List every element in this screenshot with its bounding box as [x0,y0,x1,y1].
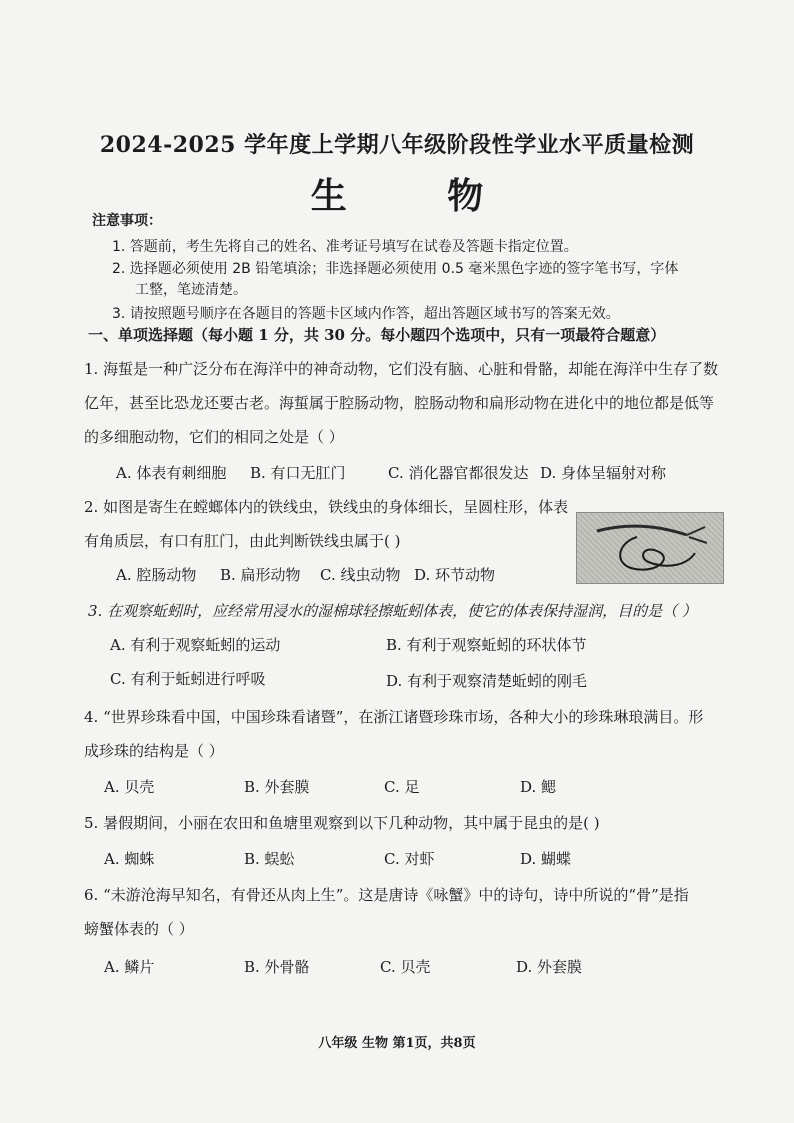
question-3-option-b: B. 有利于观察蚯蚓的环状体节 [386,636,587,654]
question-5-line-1: 5. 暑假期间，小丽在农田和鱼塘里观察到以下几种动物，其中属于昆虫的是( ) [84,814,600,832]
notice-item-1: 1. 答题前，考生先将自己的姓名、准考证号填写在试卷及答题卡指定位置。 [112,239,578,255]
question-2-option-b: B. 扁形动物 [220,566,301,584]
question-1-line-3: 的多细胞动物，它们的相同之处是（ ） [84,428,344,446]
question-6-line-2: 螃蟹体表的（ ） [84,920,194,938]
question-5-option-a: A. 蜘蛛 [104,850,155,868]
question-4-line-1: 4. “世界珍珠看中国，中国珍珠看诸暨”，在浙江诸暨珍珠市场，各种大小的珍珠琳琅满目。形 [84,708,704,726]
exam-title: 2024-2025 学年度上学期八年级阶段性学业水平质量检测 [99,132,695,158]
question-4-option-c: C. 足 [384,778,420,796]
notice-item-2: 2. 选择题必须使用 2B 铅笔填涂；非选择题必须使用 0.5 毫米黑色字迹的签字笔书写，字体 [112,261,679,277]
question-4-option-a: A. 贝壳 [104,778,155,796]
notice-heading: 注意事项： [92,213,162,229]
question-5-option-b: B. 蜈蚣 [244,850,295,868]
question-6-option-a: A. 鳞片 [104,958,155,976]
mantis-body [597,526,687,535]
question-1-line-1: 1. 海蜇是一种广泛分布在海洋中的神奇动物，它们没有脑、心脏和骨骼，却能在海洋中生存了数 [84,360,719,378]
question-1-line-2: 亿年，甚至比恐龙还要古老。海蜇属于腔肠动物，腔肠动物和扁形动物在进化中的地位都是低等 [84,394,715,412]
question-1-option-a: A. 体表有刺细胞 [116,464,227,482]
question-4-option-b: B. 外套膜 [244,778,310,796]
page-footer: 八年级 生物 第1页，共8页 [318,1036,476,1051]
mantis-legs [687,527,707,543]
question-6-line-1: 6. “未游沧海早知名，有骨还从肉上生”。这是唐诗《咏蟹》中的诗句，诗中所说的“骨”是指 [84,886,689,904]
question-2-line-2: 有角质层，有口有肛门，由此判断铁线虫属于( ) [84,532,401,550]
question-3-option-a: A. 有利于观察蚯蚓的运动 [110,636,281,654]
question-3-line-1: 3. 在观察蚯蚓时，应经常用浸水的湿棉球轻擦蚯蚓体表，使它的体表保持湿润，目的是（ ） [88,602,697,620]
question-2-option-c: C. 线虫动物 [320,566,401,584]
hairworm-body [620,537,695,570]
question-2-option-a: A. 腔肠动物 [116,566,197,584]
question-1-option-c: C. 消化器官都很发达 [388,464,529,482]
question-5-option-d: D. 蝴蝶 [520,850,572,868]
question-4-line-2: 成珍珠的结构是（ ） [84,742,224,760]
question-2-line-1: 2. 如图是寄生在螳螂体内的铁线虫，铁线虫的身体细长，呈圆柱形，体表 [84,498,569,516]
notice-item-2-cont: 工整，笔迹清楚。 [135,282,247,298]
hairworm-drawing [577,513,723,583]
question-3-option-c: C. 有利于蚯蚓进行呼吸 [110,670,266,688]
question-5-option-c: C. 对虾 [384,850,435,868]
question-1-option-d: D. 身体呈辐射对称 [540,464,667,482]
question-6-option-b: B. 外骨骼 [244,958,310,976]
hairworm-mantis-photo [576,512,724,584]
question-2-option-d: D. 环节动物 [414,566,496,584]
question-6-option-d: D. 外套膜 [516,958,583,976]
question-6-option-c: C. 贝壳 [380,958,431,976]
question-3-option-d: D. 有利于观察清楚蚯蚓的刚毛 [386,672,588,690]
subject-title: 生 物 [310,175,528,217]
question-4-option-d: D. 鳃 [520,778,557,796]
notice-item-3: 3. 请按照题号顺序在各题目的答题卡区域内作答，超出答题区域书写的答案无效。 [112,306,620,322]
section-title: 一、单项选择题（每小题 1 分，共 30 分。每小题四个选项中，只有一项最符合题意） [88,326,666,344]
question-1-option-b: B. 有口无肛门 [250,464,346,482]
